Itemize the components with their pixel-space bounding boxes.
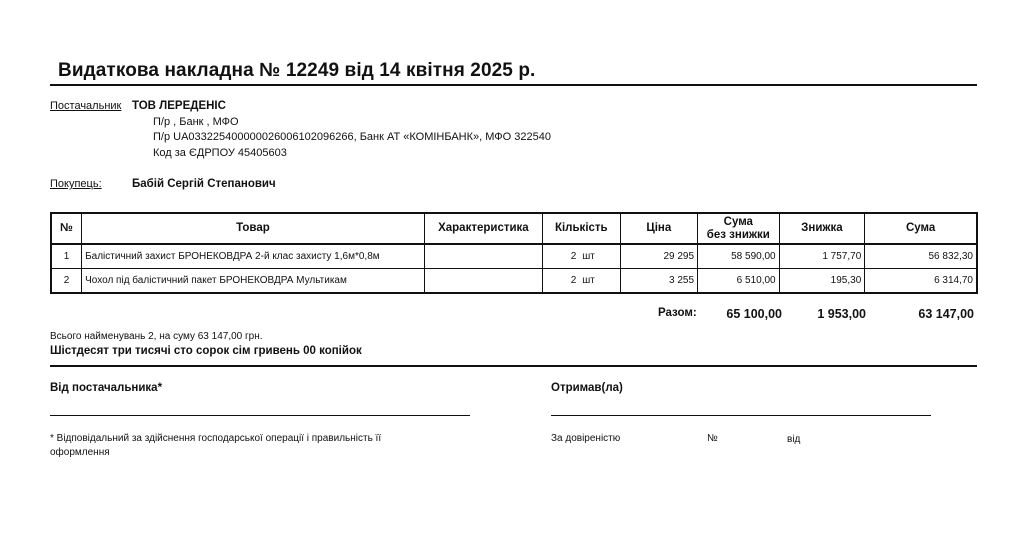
header-price: Ціна — [620, 213, 698, 244]
row-characteristic — [424, 269, 542, 294]
summary-count-line: Всього найменувань 2, на суму 63 147,00 грн. — [50, 331, 263, 342]
header-num: № — [51, 213, 82, 244]
row-unit: шт — [579, 244, 620, 269]
header-characteristic: Характеристика — [424, 213, 542, 244]
row-discount: 195,30 — [779, 269, 865, 294]
row-product: Чохол під балістичний пакет БРОНЕКОВДРА Мультикам — [82, 269, 425, 294]
buyer-label: Покупець: — [50, 178, 102, 190]
footnote-line-2: оформлення — [50, 447, 110, 458]
row-num: 2 — [51, 269, 82, 294]
row-sum-no-discount: 6 510,00 — [698, 269, 780, 294]
summary-amount-words: Шістдесят три тисячі сто сорок сім гривень 00 копійок — [50, 345, 362, 357]
table-row — [51, 244, 977, 269]
proxy-date-label: від — [787, 434, 801, 445]
document-title: Видаткова накладна № 12249 від 14 квітня 2025 р. — [58, 60, 536, 81]
total-discount: 1 953,00 — [817, 307, 866, 321]
header-product: Товар — [82, 213, 425, 244]
row-characteristic — [424, 244, 542, 269]
table-row — [51, 269, 977, 294]
row-sum: 56 832,30 — [865, 244, 977, 269]
header-quantity: Кількість — [543, 213, 620, 244]
supplier-label: Постачальник — [50, 100, 122, 112]
supplier-bank-line-2: П/р UA033225400000026006102096266, Банк АТ «КОМІНБАНК», МФО 322540 — [153, 131, 551, 143]
row-sum-no-discount: 58 590,00 — [698, 244, 780, 269]
row-price: 29 295 — [620, 244, 698, 269]
row-qty: 2 — [543, 244, 580, 269]
table-header-row — [51, 213, 977, 244]
row-num: 1 — [51, 244, 82, 269]
total-sum-no-discount: 65 100,00 — [726, 307, 782, 321]
header-sum-no-discount-line-2: без знижки — [706, 228, 770, 241]
header-sum-no-discount — [698, 213, 780, 244]
header-sum: Сума — [865, 213, 977, 244]
supplier-bank-line-1: П/р , Банк , МФО — [153, 116, 239, 128]
row-qty: 2 — [543, 269, 580, 294]
receiver-signature-line — [551, 415, 931, 416]
supplier-edrpou: Код за ЄДРПОУ 45405603 — [153, 147, 287, 159]
header-sum-no-discount-line-1: Сума — [723, 215, 753, 228]
totals-label: Разом: — [658, 307, 697, 319]
buyer-name: Бабій Сергій Степанович — [132, 178, 276, 190]
row-unit: шт — [579, 269, 620, 294]
total-sum: 63 147,00 — [918, 307, 974, 321]
header-discount: Знижка — [779, 213, 865, 244]
supplier-signature-line — [50, 415, 470, 416]
row-sum: 6 314,70 — [865, 269, 977, 294]
footnote-line-1: * Відповідальний за здійснення господарської операції і правильність її — [50, 433, 382, 444]
row-discount: 1 757,70 — [779, 244, 865, 269]
row-price: 3 255 — [620, 269, 698, 294]
from-supplier-label: Від постачальника* — [50, 382, 163, 394]
proxy-label: За довіреністю — [551, 433, 621, 444]
proxy-number-sign: № — [707, 433, 718, 444]
received-label: Отримав(ла) — [551, 382, 623, 394]
summary-divider — [50, 365, 977, 367]
items-table — [50, 212, 978, 294]
title-divider — [50, 84, 977, 86]
supplier-name: ТОВ ЛЕРЕДЕНІС — [132, 100, 226, 112]
row-product: Балістичний захист БРОНЕКОВДРА 2-й клас захисту 1,6м*0,8м — [82, 244, 425, 269]
